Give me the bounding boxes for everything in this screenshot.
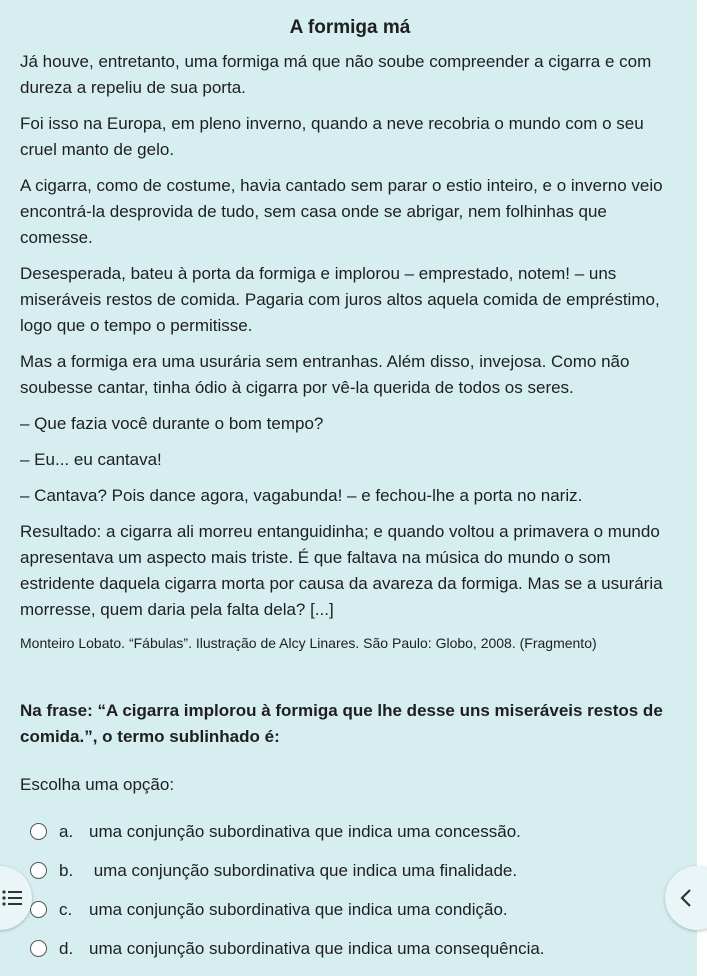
- option-text: uma conjunção subordinativa que indica uma condição.: [89, 899, 508, 919]
- story-paragraph: Mas a formiga era uma usurária sem entranhas. Além disso, invejosa. Como não soubesse cantar, tinha ódio à cigarra por vê-la querida de todos os seres.: [20, 352, 630, 397]
- story-paragraph: Desesperada, bateu à porta da formiga e implorou – emprestado, notem! – uns miseráveis restos de comida. Pagaria com juros altos aquela comida de empréstimo, logo que o tempo o permitisse.: [20, 264, 660, 335]
- question-text: Na frase: “A cigarra implorou à formiga que lhe desse uns miseráveis restos de comida.”, o termo sublinhado é:: [20, 701, 663, 746]
- story-paragraph: Já houve, entretanto, uma formiga má que não soube compreender a cigarra e com dureza a repeliu de sua porta.: [20, 52, 652, 97]
- answer-options: [30, 812, 650, 968]
- story-title: A formiga má: [289, 17, 411, 38]
- radio-button[interactable]: [30, 823, 47, 840]
- story-paragraph: A cigarra, como de costume, havia cantado sem parar o estio inteiro, e o inverno veio encontrá-la desprovida de tudo, sem casa onde se abrigar, nem folhinhas que comesse.: [20, 176, 663, 247]
- radio-button[interactable]: [30, 940, 47, 957]
- option-text: uma conjunção subordinativa que indica uma concessão.: [89, 821, 521, 841]
- option-text: uma conjunção subordinativa que indica uma finalidade.: [89, 860, 518, 880]
- option-letter: c.: [59, 899, 73, 919]
- list-menu-icon: [2, 889, 22, 907]
- story-paragraph: Resultado: a cigarra ali morreu entanguidinha; e quando voltou a primavera o mundo apresentava um aspecto mais triste. É que faltava na música do mundo o som estridente daquela cigarra morta por causa da avareza da formiga. Mas se a usurária morresse, quem daria pela falta dela? [...]: [20, 522, 663, 619]
- story-dialogue: – Que fazia você durante o bom tempo?: [20, 414, 324, 433]
- radio-button[interactable]: [30, 901, 47, 918]
- option-letter: d.: [59, 938, 74, 958]
- radio-button[interactable]: [30, 862, 47, 879]
- story-paragraph: Foi isso na Europa, em pleno inverno, quando a neve recobria o mundo com o seu cruel manto de gelo.: [20, 114, 644, 159]
- story-credit: Monteiro Lobato. “Fábulas”. Ilustração de Alcy Linares. São Paulo: Globo, 2008. (Fragmento): [20, 635, 597, 651]
- option-letter: a.: [59, 821, 74, 841]
- option-text: uma conjunção subordinativa que indica uma consequência.: [89, 938, 545, 958]
- choose-option-label: Escolha uma opção:: [20, 775, 175, 794]
- option-a[interactable]: [30, 812, 650, 851]
- option-b[interactable]: [30, 851, 650, 890]
- option-d[interactable]: [30, 929, 650, 968]
- story-dialogue: – Cantava? Pois dance agora, vagabunda! – e fechou-lhe a porta no nariz.: [20, 486, 583, 505]
- story-block: [20, 17, 680, 653]
- story-dialogue: – Eu... eu cantava!: [20, 450, 162, 469]
- option-c[interactable]: [30, 890, 650, 929]
- option-letter: b.: [59, 860, 74, 880]
- chevron-left-icon: [679, 888, 693, 908]
